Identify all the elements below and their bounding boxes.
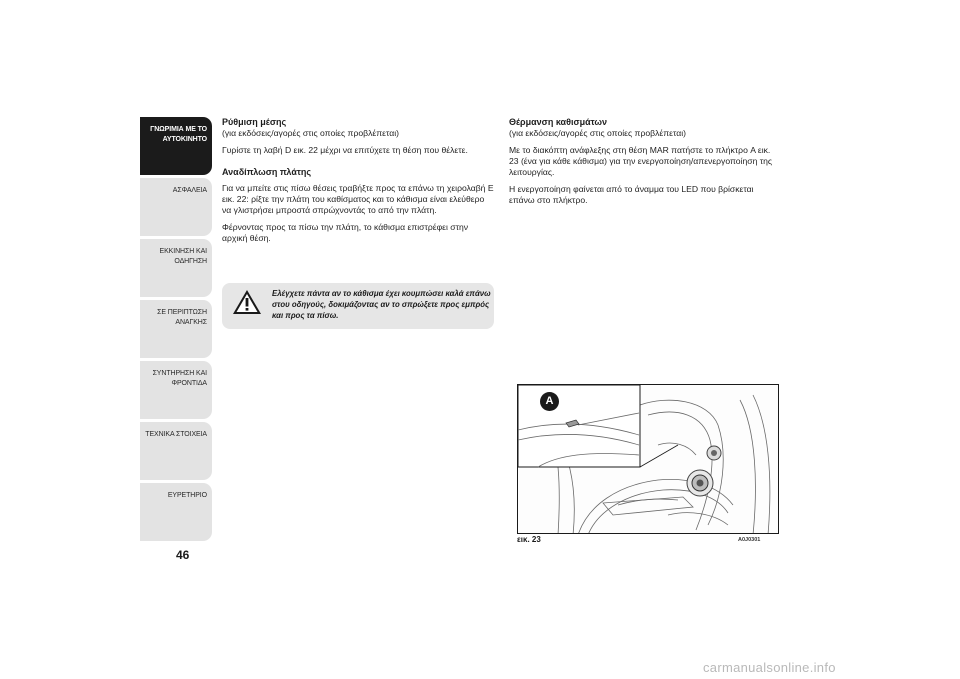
tab-starting-driving[interactable] [140,239,212,297]
tab-label: ΓΝΩΡΙΜΙΑ ΜΕ ΤΟ [150,126,207,133]
tab-maintenance[interactable] [140,361,212,419]
page-number: 46 [176,548,190,562]
section-subtitle: (για εκδόσεις/αγορές στις οποίες προβλέπεται) [509,128,686,138]
callout-a-label: A [545,395,554,407]
tab-label: ΤΕΧΝΙΚΑ ΣΤΟΙΧΕΙΑ [145,431,207,438]
tab-index[interactable] [140,483,212,541]
watermark: carmanualsonline.info [703,660,836,675]
tab-label: ΑΝΑΓΚΗΣ [175,319,207,326]
seat-illustration [518,385,779,534]
figure-caption: εικ. 23 [517,535,541,544]
paragraph: Με το διακόπτη ανάφλεξης στη θέση MAR πατήστε το πλήκτρο A εικ. 23 (ένα για κάθε κάθισμα) για την ενεργοποίηση/απενεργοποίηση της λειτουργίας. [509,145,773,177]
left-column [222,117,494,250]
warning-triangle-icon [232,289,262,315]
tab-label: ΑΣΦΑΛΕΙΑ [172,187,207,194]
callout-a-badge [540,392,559,411]
tab-label: ΕΚΚΙΝΗΣΗ ΚΑΙ [159,248,207,255]
tab-label: ΕΥΡΕΤΗΡΙΟ [167,492,207,499]
warning-box [222,283,494,329]
tab-label: ΣΥΝΤΗΡΗΣΗ ΚΑΙ [152,370,207,377]
paragraph: Γυρίστε τη λαβή D εικ. 22 μέχρι να επιτύχετε τη θέση που θέλετε. [222,145,468,155]
tab-technical-data[interactable] [140,422,212,480]
right-column [509,117,779,212]
tab-label: ΣΕ ΠΕΡΙΠΤΩΣΗ [157,309,207,316]
section-heading-lumbar: Ρύθμιση μέσης [222,117,287,127]
paragraph: Η ενεργοποίηση φαίνεται από το άναμμα του LED που βρίσκεται επάνω στο πλήκτρο. [509,184,754,205]
tab-safety[interactable] [140,178,212,236]
tab-emergency[interactable] [140,300,212,358]
figure-seat-heating-button [517,384,779,534]
tab-getting-to-know[interactable] [140,117,212,175]
tab-label: ΟΔΗΓΗΣΗ [174,258,207,265]
section-heading-backrest-fold: Αναδίπλωση πλάτης [222,167,312,177]
paragraph: Για να μπείτε στις πίσω θέσεις τραβήξτε προς τα επάνω τη χειρολαβή E εικ. 22: ρίξτε την πλάτη του καθίσματος και το κάθισμα είναι ελεύθερο να γλιστρήσει μπροστά σπρώχνοντάς το από την πλάτη. [222,183,494,215]
section-heading-seat-heating: Θέρμανση καθισμάτων [509,117,608,127]
section-subtitle: (για εκδόσεις/αγορές στις οποίες προβλέπεται) [222,128,399,138]
tab-label: ΑΥΤΟΚΙΝΗΤΟ [162,136,207,143]
paragraph: Φέρνοντας προς τα πίσω την πλάτη, το κάθισμα επιστρέφει στην αρχική θέση. [222,222,469,243]
warning-text: Ελέγχετε πάντα αν το κάθισμα έχει κουμπώσει καλά επάνω στου οδηγούς, δοκιμάζοντας αν το σπρώξετε προς εμπρός και προς τα πίσω. [272,289,491,320]
figure-code: A0J0301 [738,537,761,543]
tab-label: ΦΡΟΝΤΙΔΑ [171,380,207,387]
